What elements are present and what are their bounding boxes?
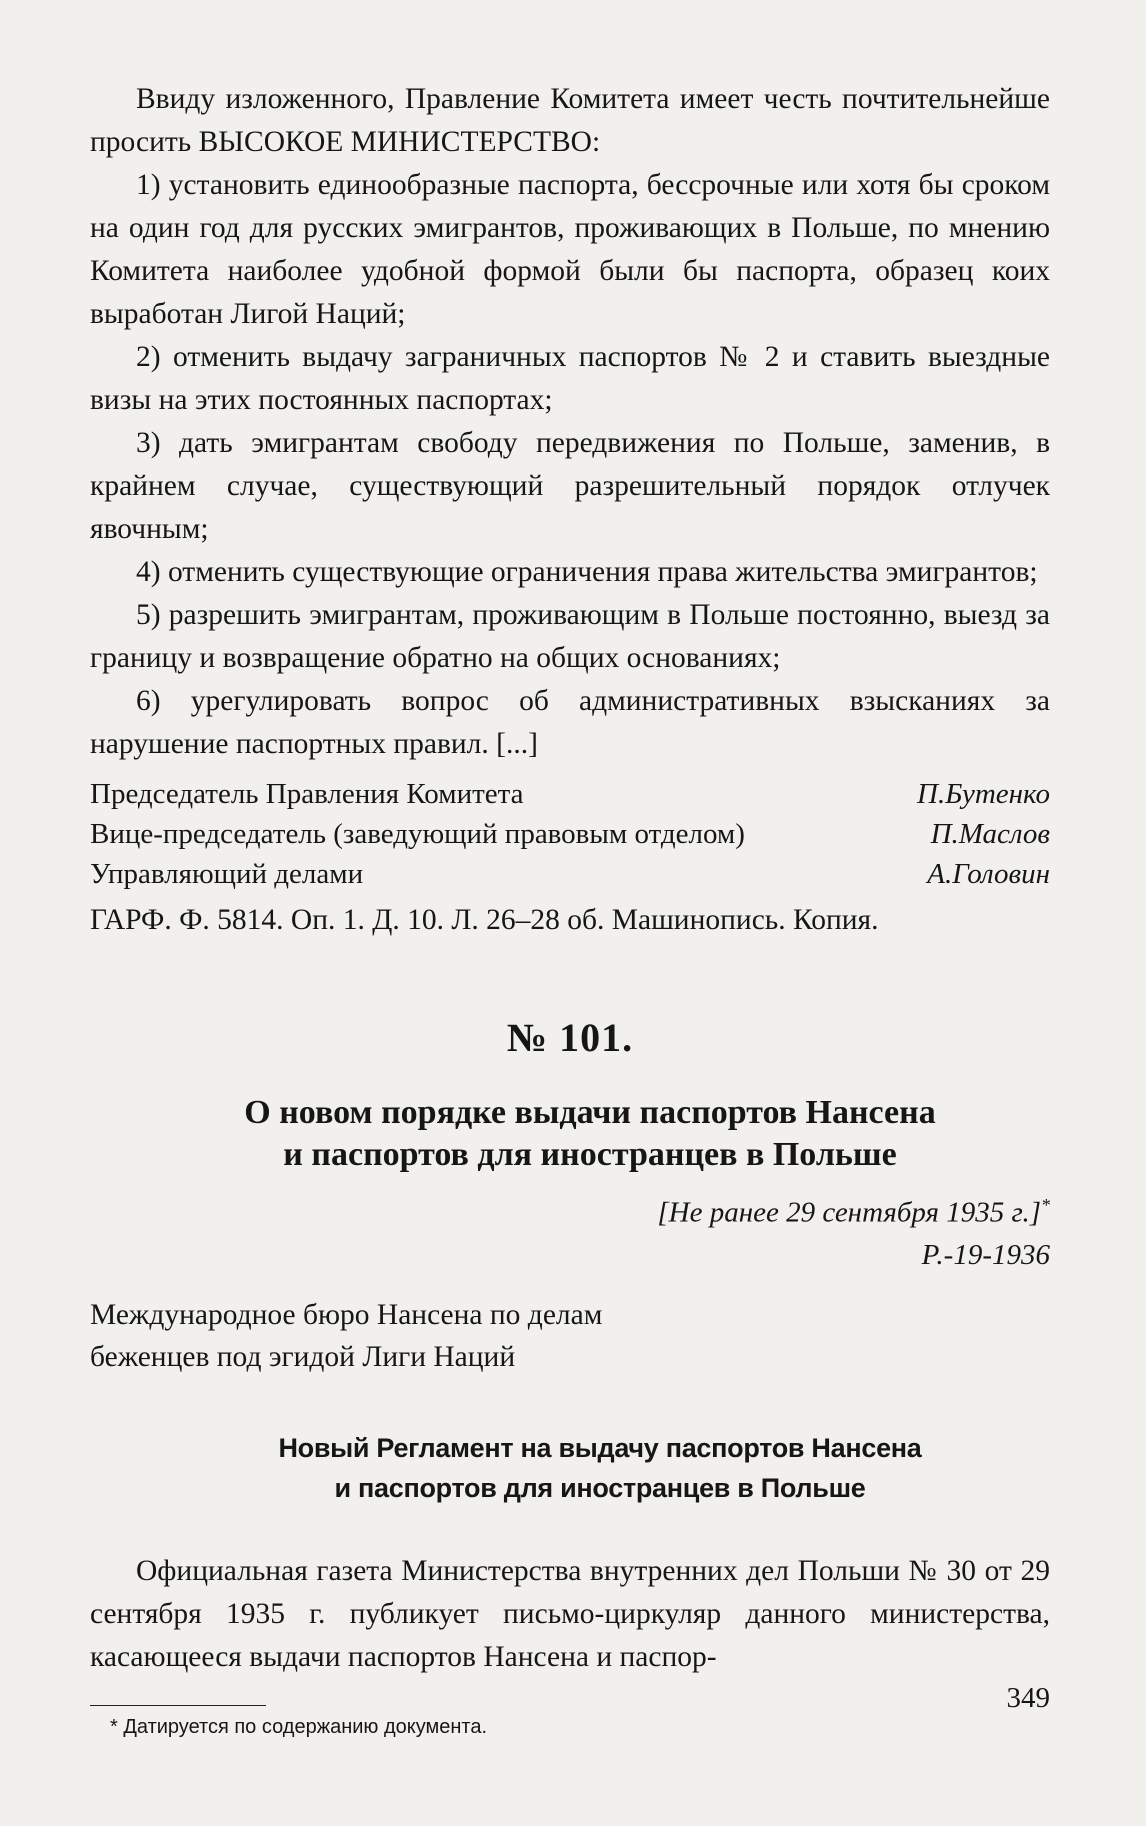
paragraph-item-4: 4) отменить существующие ограничения права жительства эмигрантов; [136, 556, 1038, 588]
archive-reference: ГАРФ. Ф. 5814. Оп. 1. Д. 10. Л. 26–28 об. Машинопись. Копия. [90, 904, 879, 936]
document-number: № 101. [506, 1015, 634, 1060]
paragraph-intro: Ввиду изложенного, Правление Комитета имеет честь почтительнейше просить ВЫСОКОЕ МИНИСТЕРСТВО: [90, 83, 1050, 158]
paragraph-item-5: 5) разрешить эмигрантам, проживающим в Польше постоянно, выезд за границу и возвращение обратно на общих основаниях; [90, 599, 1050, 674]
page-number: 349 [1006, 1682, 1050, 1714]
signatory-name: А.Головин [927, 858, 1050, 890]
signature-row [90, 854, 1050, 894]
sender-line-2: беженцев под эгидой Лиги Наций [90, 1340, 516, 1373]
signature-row [90, 774, 1050, 814]
document-code: Р.-19-1936 [921, 1238, 1050, 1271]
document-title-line-1: О новом порядке выдачи паспортов Нансена [244, 1094, 936, 1131]
section-subtitle [90, 1428, 1050, 1508]
signature-row [90, 814, 1050, 854]
paragraph-item-2: 2) отменить выдачу заграничных паспортов № 2 и ставить выездные визы на этих постоянных паспортах; [90, 341, 1050, 416]
footnote: * Датируется по содержанию документа. [110, 1715, 488, 1738]
subtitle-line-1: Новый Регламент на выдачу паспортов Нансена [278, 1432, 922, 1463]
page-content [90, 78, 1050, 1742]
document-title [90, 1092, 1050, 1176]
footnote-mark: * [1041, 1195, 1050, 1215]
document-title-line-2: и паспортов для иностранцев в Польше [283, 1136, 897, 1173]
sender-line-1: Международное бюро Нансена по делам [90, 1298, 603, 1331]
subtitle-line-2: и паспортов для иностранцев в Польше [334, 1472, 866, 1503]
signatory-position: Председатель Правления Комитета [90, 778, 524, 810]
document-date [90, 1184, 1050, 1234]
signature-block [90, 774, 1050, 894]
footnote-divider [90, 1705, 266, 1706]
signatory-name: П.Бутенко [917, 778, 1050, 810]
document-sender [90, 1294, 1050, 1378]
paragraph-item-3: 3) дать эмигрантам свободу передвижения по Польше, заменив, в крайнем случае, существующий разрешительный порядок отлучек явочным; [90, 427, 1050, 545]
signatory-name: П.Маслов [930, 818, 1050, 850]
document-date-text: [Не ранее 29 сентября 1935 г.] [657, 1196, 1041, 1229]
paragraph-item-1: 1) установить единообразные паспорта, бессрочные или хотя бы сроком на один год для русских эмигрантов, проживающих в Польше, по мнению Комитета наиболее удобной формой были бы паспорта, образец коих выработан Лигой Наций; [90, 169, 1050, 330]
signatory-position: Управляющий делами [90, 858, 364, 890]
signatory-position: Вице-председатель (заведующий правовым отделом) [90, 818, 745, 850]
paragraph-gazette: Официальная газета Министерства внутренних дел Польши № 30 от 29 сентября 1935 г. публикует письмо-циркуляр данного министерства, касающееся выдачи паспортов Нансена и паспор- [90, 1554, 1050, 1673]
paragraph-item-6: 6) урегулировать вопрос об административных взысканиях за нарушение паспортных правил. [...] [90, 685, 1050, 760]
